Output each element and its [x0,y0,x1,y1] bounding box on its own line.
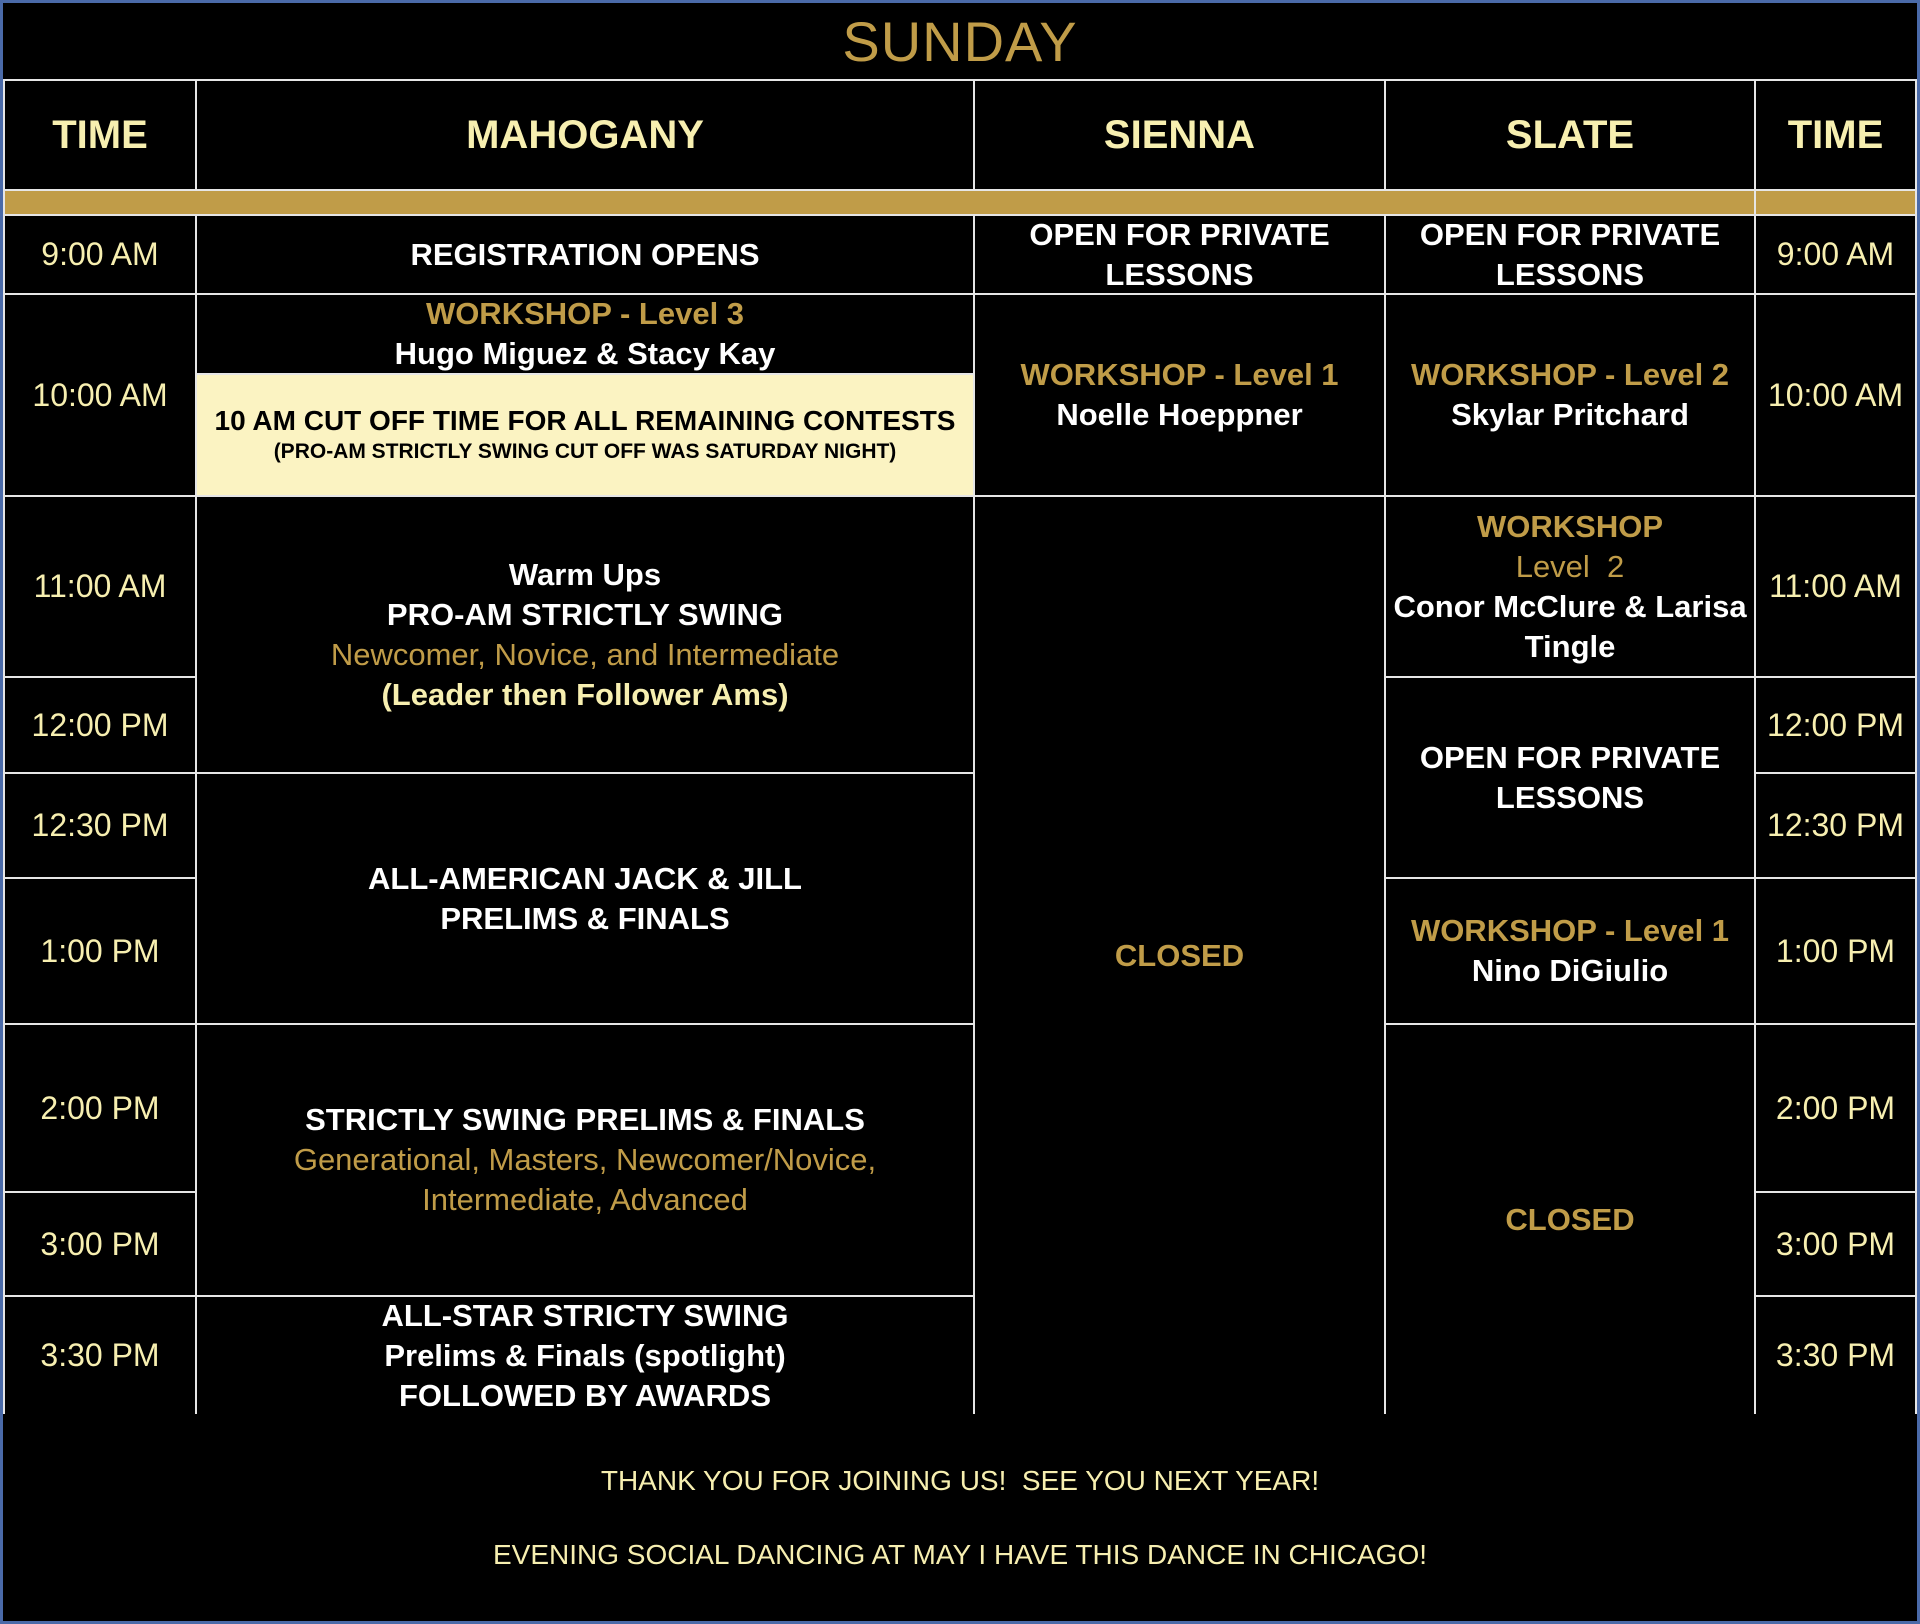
jackjill-line1: ALL-AMERICAN JACK & JILL [368,860,802,896]
workshop-title: WORKSHOP - Level 3 [425,296,745,331]
mahogany-strictly-swing [195,1023,975,1297]
time-right-12pm [1754,676,1917,774]
time-label: 12:00 PM [1767,706,1904,743]
cutoff-notice-line2: (PRO-AM STRICTLY SWING CUT OFF WAS SATURDAY NIGHT) [273,440,897,463]
footer-evening-social: EVENING SOCIAL DANCING AT MAY I HAVE THIS DANCE IN CHICAGO! [492,1538,1428,1570]
workshop-instructors: Hugo Miguez & Stacy Kay [394,336,776,371]
header-time-left-label: TIME [52,112,148,157]
time-label: 1:00 PM [40,932,160,969]
time-left-9am [3,214,197,295]
time-label: 3:30 PM [1775,1337,1896,1373]
header-time-right [1754,79,1917,191]
private-line2: LESSONS [1105,256,1254,292]
mahogany-workshop-level3 [195,293,975,375]
strictly-divisions-1: Generational, Masters, Newcomer/Novice, [293,1142,877,1177]
time-right-10am [1754,293,1917,497]
proam-line1: Warm Ups [508,556,662,592]
private-line1: OPEN FOR PRIVATE [1029,216,1330,252]
header-sienna-label: SIENNA [1103,112,1256,157]
footer-message [3,1414,1917,1621]
proam-line2: PRO-AM STRICTLY SWING [386,596,784,632]
time-label: 12:00 PM [31,706,169,743]
slate-private-lessons-am [1384,214,1756,295]
cutoff-notice [195,373,975,497]
allstar-line2: Prelims & Finals (spotlight) [384,1337,786,1373]
workshop-instructor: Nino DiGiulio [1471,953,1669,988]
time-left-11am [3,495,197,678]
sienna-workshop-level1 [973,293,1386,497]
day-title [3,3,1917,79]
time-right-11am [1754,495,1917,678]
time-left-10am [3,293,197,497]
time-label: 11:00 AM [33,568,167,604]
workshop-level: Level 2 [1515,548,1625,584]
allstar-line1: ALL-STAR STRICTY SWING [381,1297,789,1333]
slate-private-lessons-pm [1384,676,1756,879]
header-time-left [3,79,197,191]
time-left-330pm [3,1295,197,1416]
time-label: 12:30 PM [31,807,169,843]
private-line2: LESSONS [1495,779,1645,815]
header-slate-label: SLATE [1505,112,1635,157]
sienna-private-lessons [973,214,1386,295]
strictly-divisions-2: Intermediate, Advanced [422,1182,748,1217]
mahogany-jack-and-jill [195,772,975,1025]
time-right-1230pm [1754,772,1917,879]
time-label: 2:00 PM [40,1089,160,1126]
header-time-right-label: TIME [1787,112,1884,157]
time-label: 10:00 AM [1767,376,1904,413]
workshop-instructor: Noelle Hoeppner [1056,397,1303,432]
slate-workshop-level2-conor-larisa [1384,495,1756,678]
sienna-closed [973,495,1386,1416]
workshop-instructors-line2: Tingle [1524,628,1616,664]
header-mahogany [195,79,975,191]
header-sienna [973,79,1386,191]
header-mahogany-label: MAHOGANY [466,112,704,157]
gold-divider-bar [3,189,1756,216]
time-label: 1:00 PM [1775,932,1896,969]
slate-workshop-level1 [1384,877,1756,1025]
private-line1: OPEN FOR PRIVATE [1419,216,1721,252]
time-left-3pm [3,1191,197,1297]
proam-note: (Leader then Follower Ams) [381,676,789,712]
registration-text: REGISTRATION OPENS [410,236,760,272]
allstar-line3: FOLLOWED BY AWARDS [399,1377,771,1413]
time-left-1pm [3,877,197,1025]
strictly-line1: STRICTLY SWING PRELIMS & FINALS [305,1102,865,1137]
slate-closed [1384,1023,1756,1416]
slate-workshop-level2 [1384,293,1756,497]
time-label: 9:00 AM [1776,236,1895,272]
time-label: 3:30 PM [40,1337,160,1373]
jackjill-line2: PRELIMS & FINALS [440,900,730,936]
private-line2: LESSONS [1495,256,1645,292]
proam-divisions: Newcomer, Novice, and Intermediate [330,636,840,672]
mahogany-allstar-strictly-swing [195,1295,975,1416]
cutoff-notice-line1: 10 AM CUT OFF TIME FOR ALL REMAINING CONTESTS [214,405,956,436]
time-label: 9:00 AM [41,236,159,272]
time-label: 12:30 PM [1767,807,1904,843]
time-right-9am [1754,214,1917,295]
time-left-12pm [3,676,197,774]
closed-label: CLOSED [1505,1201,1635,1237]
time-label: 10:00 AM [32,376,168,413]
private-line1: OPEN FOR PRIVATE [1419,739,1721,775]
workshop-title: WORKSHOP - Level 1 [1410,913,1730,948]
gold-divider-bar-right [1754,189,1917,216]
time-right-3pm [1754,1191,1917,1297]
workshop-instructors-line1: Conor McClure & Larisa [1393,588,1747,624]
time-left-1230pm [3,772,197,879]
time-right-2pm [1754,1023,1917,1193]
day-title-text: SUNDAY [842,9,1078,73]
closed-label: CLOSED [1114,937,1245,973]
mahogany-registration [195,214,975,295]
footer-thank-you: THANK YOU FOR JOINING US! SEE YOU NEXT YEAR! [600,1464,1320,1496]
workshop-title: WORKSHOP - Level 2 [1410,357,1730,392]
time-label: 3:00 PM [40,1225,160,1262]
mahogany-proam-strictly-swing [195,495,975,774]
time-right-330pm [1754,1295,1917,1416]
time-label: 2:00 PM [1775,1089,1896,1126]
workshop-title: WORKSHOP [1477,508,1663,544]
time-label: 3:00 PM [1775,1225,1896,1262]
workshop-instructor: Skylar Pritchard [1451,397,1689,432]
workshop-title: WORKSHOP - Level 1 [1020,357,1339,392]
time-right-1pm [1754,877,1917,1025]
time-label: 11:00 AM [1769,568,1902,604]
time-left-2pm [3,1023,197,1193]
header-slate [1384,79,1756,191]
